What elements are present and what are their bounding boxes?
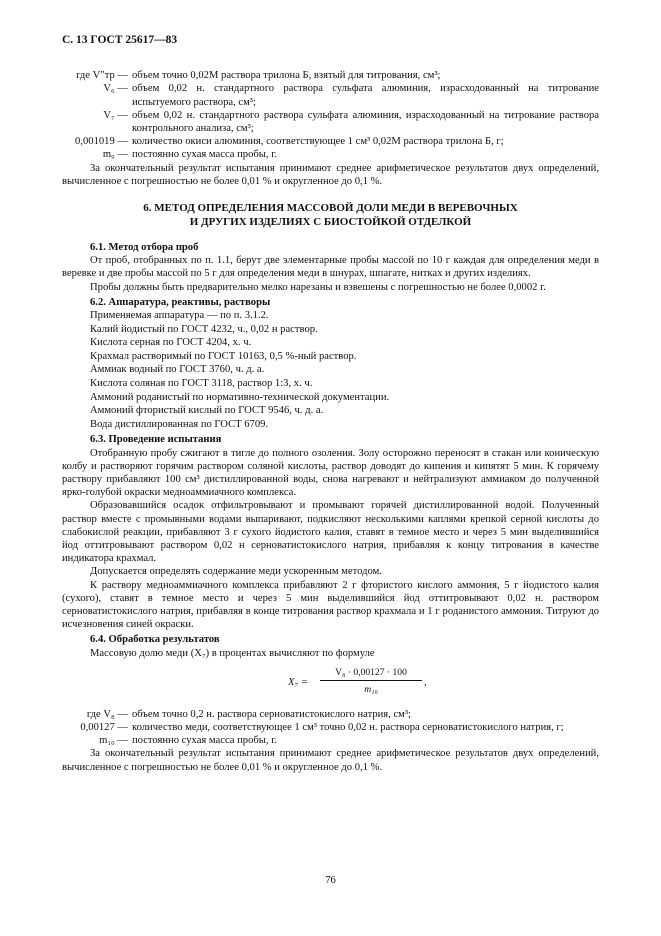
formula-fraction bbox=[320, 666, 422, 696]
page-header: С. 13 ГОСТ 25617—83 bbox=[62, 34, 178, 46]
definition-row bbox=[62, 708, 599, 721]
formula-denominator: m₁₀ bbox=[364, 684, 378, 696]
definition-term: 0,00127 — bbox=[80, 722, 128, 734]
definition-row bbox=[62, 109, 599, 135]
definition-text: количество меди, соответствующее 1 см³ точно 0,02 н. раствора серноватистокислого натрия, г; bbox=[132, 722, 564, 734]
result-paragraph: За окончательный результат испытания принимают среднее арифметическое результатов двух определений, вычисленное с погрешностью не более 0,01 % и округленное до 0,1 %. bbox=[62, 162, 599, 187]
definition-row bbox=[62, 734, 599, 747]
paragraph: Массовую долю меди (X₇) в процентах вычисляют по формуле bbox=[90, 647, 375, 659]
reagent-list bbox=[62, 309, 599, 431]
definition-text: объем 0,02 н. стандартного раствора сульфата алюминия, израсходованный на титрование раствора контрольного анализа, см³; bbox=[132, 109, 599, 135]
definition-text: объем точно 0,02М раствора трилона Б, взятый для титрования, см³; bbox=[132, 70, 441, 82]
paragraph: Пробы должны быть предварительно мелко нарезаны и взвешены с погрешностью не более 0,0002 г. bbox=[90, 281, 546, 293]
definition-term: V₇ — bbox=[103, 109, 128, 121]
definition-text: количество окиси алюминия, соответствующее 1 см³ 0,02М раствора трилона Б, г; bbox=[132, 136, 504, 148]
result-paragraph: За окончательный результат испытания принимают среднее арифметическое результатов двух определений, вычисленное с погрешностью не более 0,01 % и округленное до 0,1 %. bbox=[62, 748, 599, 773]
section-title-line: И ДРУГИХ ИЗДЕЛИЯХ С БИОСТОЙКОЙ ОТДЕЛКОЙ bbox=[189, 215, 472, 228]
list-item: Вода дистиллированная по ГОСТ 6709. bbox=[90, 418, 269, 430]
subsection-6-4-title: 6.4. Обработка результатов bbox=[90, 634, 220, 646]
paragraph: Образовавшийся осадок отфильтровывают и промывают горячей дистиллированной водой. Полученный раствор вместе с промывными водами выпаривают, подкисляют несколькими каплями крепкой серной кислоты до слабокислой реакции, прибавляют 3 г сухого йодистого калия, ставят в темное место и через 5 мин выделившийся йод оттитровывают раствором 0,02 н серноватистокислого натрия, прибавляя к концу титрования в качестве индикатора крахмал. bbox=[62, 500, 599, 565]
formula-lhs: X₇ = bbox=[288, 676, 308, 688]
definition-row bbox=[62, 69, 599, 82]
definition-term: где V″тр — bbox=[76, 70, 128, 82]
formula-numerator: V₈ · 0,00127 · 100 bbox=[320, 666, 422, 681]
subsection-6-3-title: 6.3. Проведение испытания bbox=[90, 434, 222, 446]
list-item: Применяемая аппаратура — по п. 3.1.2. bbox=[90, 310, 269, 322]
definition-term: m₁₀ — bbox=[99, 735, 128, 747]
definition-term: 0,001019 — bbox=[75, 136, 128, 148]
definition-row bbox=[62, 82, 599, 108]
list-item: Кислота серная по ГОСТ 4204, х. ч. bbox=[90, 337, 252, 349]
paragraph: Допускается определять содержание меди ускоренным методом. bbox=[90, 566, 382, 578]
definition-term: где V₈ — bbox=[86, 708, 128, 720]
definition-text: постоянно сухая масса пробы, г. bbox=[132, 735, 277, 747]
paragraph: От проб, отобранных по п. 1.1, берут две элементарные пробы массой по 10 г каждая для определения меди в веревке и две пробы массой по 5 г для определения меди в шнурах, шпагате, нитках и других изделиях. bbox=[62, 255, 599, 280]
paragraph: К раствору медноаммиачного комплекса прибавляют 2 г фтористого кислого аммония, 5 г йодистого калия (сухого), ставят в темное место и через 5 мин выделившийся йод оттитровывают 0,02 н. раствором серноватистокислого натрия, прибавляя в конце титрования раствор крахмала и 1 г роданистого аммония. Титруют до исчезновения синей окраски. bbox=[62, 579, 599, 631]
list-item: Калий йодистый по ГОСТ 4232, ч., 0,02 н раствор. bbox=[90, 323, 318, 335]
formula bbox=[62, 666, 599, 700]
list-item: Аммиак водный по ГОСТ 3760, ч. д. а. bbox=[90, 364, 265, 376]
definition-text: постоянно сухая масса пробы, г. bbox=[132, 149, 277, 161]
definition-text: объем точно 0,2 н. раствора серноватистокислого натрия, см³; bbox=[132, 708, 411, 720]
list-item: Кислота соляная по ГОСТ 3118, раствор 1:3, х. ч. bbox=[90, 378, 313, 390]
section-title-line: 6. МЕТОД ОПРЕДЕЛЕНИЯ МАССОВОЙ ДОЛИ МЕДИ В ВЕРЕВОЧНЫХ bbox=[143, 202, 518, 215]
definition-text: объем 0,02 н. стандартного раствора сульфата алюминия, израсходованный на титрование испытуемого раствора, см³; bbox=[132, 83, 599, 108]
list-item: Аммоний роданистый по нормативно-технической документации. bbox=[90, 391, 390, 403]
paragraph: Отобранную пробу сжигают в тигле до полного озоления. Золу осторожно переносят в стакан или коническую колбу и растворяют горячим раствором соляной кислоты, раствор доводят до кипения и кипятят 5 мин. К горячему раствору прибавляют 100 см³ дистиллированной воды, снова нагревают и нейтрализуют аммиаком до полученной ярко-голубой окраски медноаммиачного комплекса. bbox=[62, 447, 599, 499]
formula-tail: , bbox=[424, 676, 427, 688]
section-6-title bbox=[62, 202, 599, 229]
document-page bbox=[62, 34, 599, 886]
page-number: 76 bbox=[325, 875, 336, 886]
definition-row bbox=[62, 721, 599, 734]
list-item: Крахмал растворимый по ГОСТ 10163, 0,5 %-ный раствор. bbox=[90, 350, 357, 362]
list-item: Аммоний фтористый кислый по ГОСТ 9546, ч. д. а. bbox=[90, 405, 324, 417]
definition-term: m₉ — bbox=[102, 149, 128, 161]
definition-row bbox=[62, 135, 599, 148]
definition-row bbox=[62, 148, 599, 161]
definition-term: V₆ — bbox=[103, 83, 128, 95]
subsection-6-2-title: 6.2. Аппаратура, реактивы, растворы bbox=[90, 296, 271, 308]
subsection-6-1-title: 6.1. Метод отбора проб bbox=[90, 242, 199, 254]
